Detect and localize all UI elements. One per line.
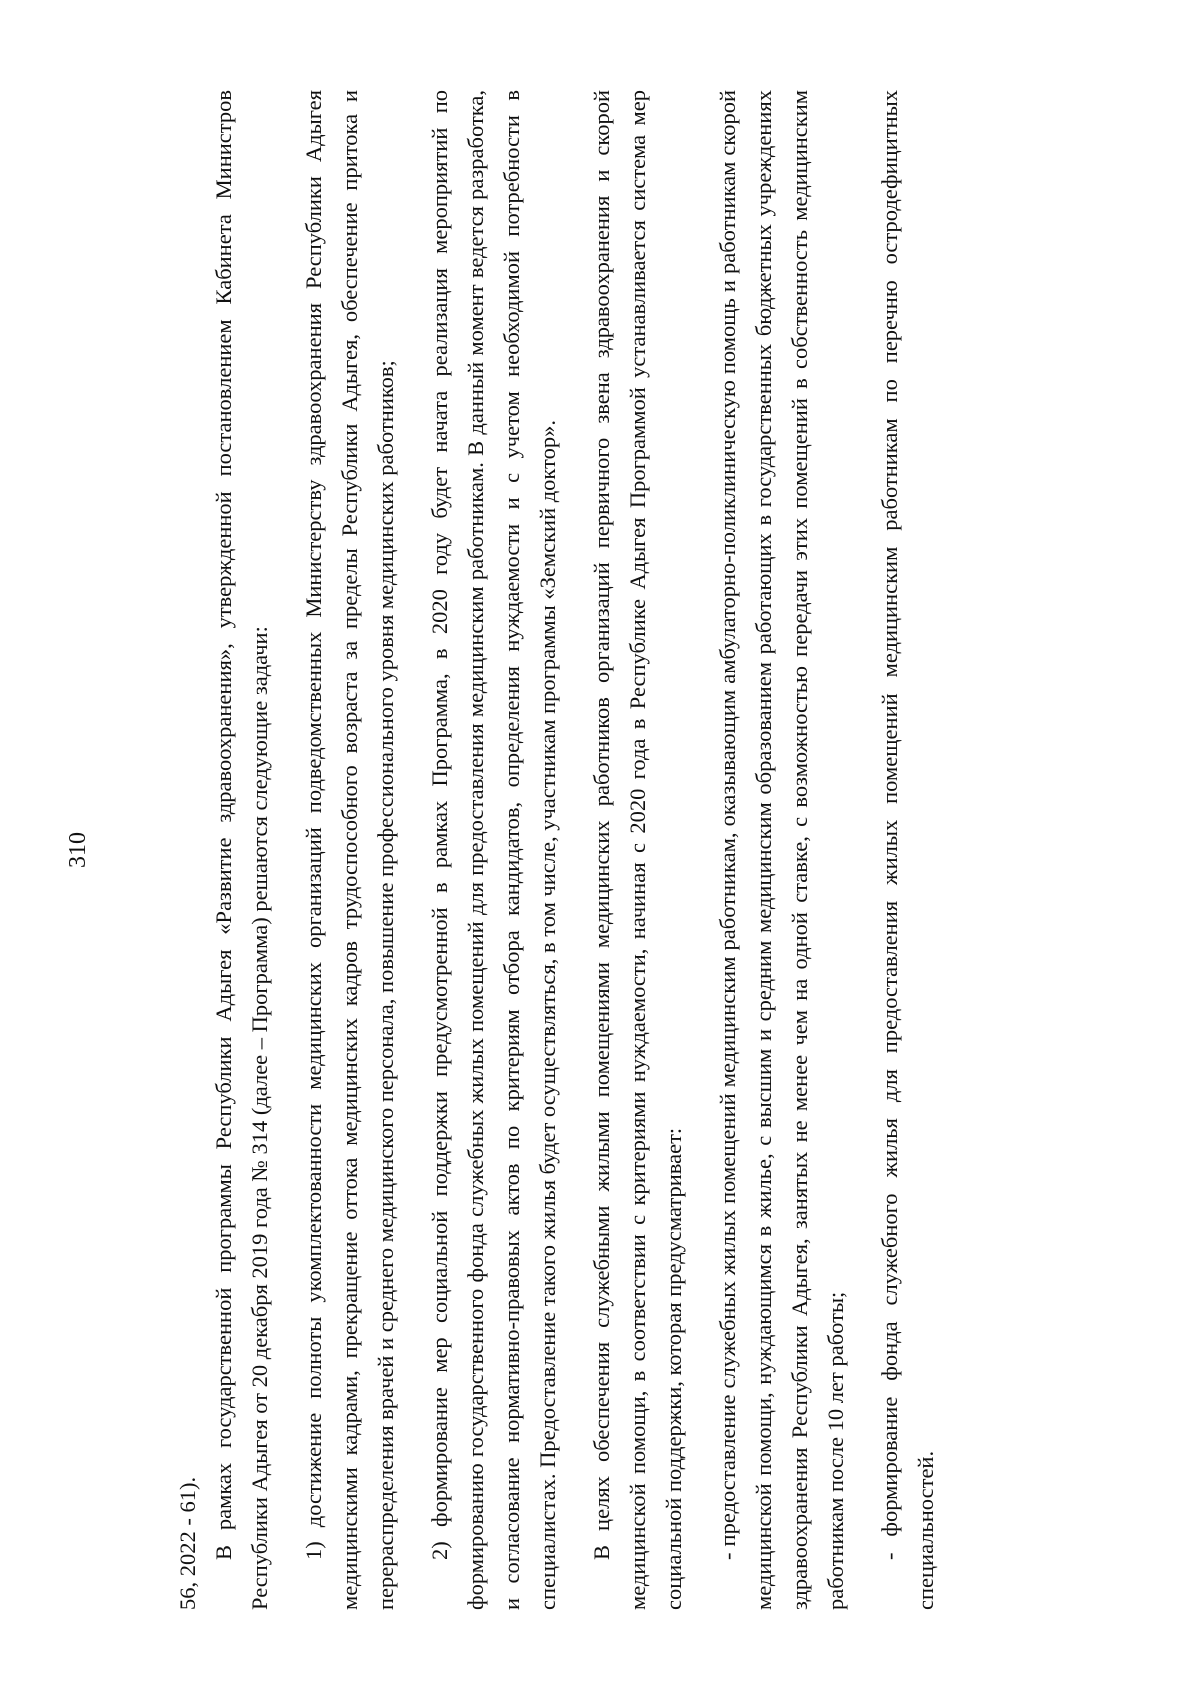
document-body <box>170 90 944 1610</box>
paragraph-continuation: 56, 2022 - 61). <box>175 1476 200 1610</box>
list-item-housing-fund: - формирование фонда служебного жилья для предоставления жилых помещений медицинским работникам по перечню остродефицитных специальностей. <box>877 90 938 1610</box>
paragraph-task-2: 2) формирование мер социальной поддержки предусмотренной в рамках Программа, в 2020 году будет начата реализация мероприятий по формированию государственного фонда служебных жилых помещений для предоставления медицинским работникам. В данный момент ведется разработка, и согласование нормативно-правовых актов по критериям отбора кандидатов, определения нуждаемости и с учетом необходимой потребности в специалистах. Предоставление такого жилья будет осуществляться, в том числе, участникам программы «Земский доктор». <box>427 90 560 1610</box>
paragraph-task-1: 1) достижение полноты укомплектованности медицинских организаций подведомственных Министерству здравоохранения Республики Адыгея медицинскими кадрами, прекращение оттока медицинских кадров трудоспособного возраста за пределы Республики Адыгея, обеспечение притока и перераспределения врачей и среднего медицинского персонала, повышение профессионального уровня медицинских работников; <box>301 90 398 1610</box>
rotated-document-page <box>60 90 938 1610</box>
page-number: 310 <box>65 832 91 868</box>
paragraph-program-intro: В рамках государственной программы Республики Адыгея «Развитие здравоохранения», утвержденной постановлением Кабинета Министров Республики Адыгея от 20 декабря 2019 года № 314 (далее – Программа) решаются следующие задачи: <box>211 90 272 1610</box>
list-item-housing-provision: - предоставление служебных жилых помещений медицинским работникам, оказывающим амбулаторно-поликлиническую помощь и работникам скорой медицинской помощи, нуждающимся в жилье, с высшим и средним медицинским образованием работающих в государственных бюджетных учреждениях здравоохранения Республики Адыгея, занятых не менее чем на одной ставке, с возможностью передачи этих помещений в собственность медицинским работникам после 10 лет работы; <box>715 90 848 1610</box>
paragraph-housing-goal: В целях обеспечения служебными жилыми помещениями медицинских работников организаций первичного звена здравоохранения и скорой медицинской помощи, в соответствии с критериями нуждаемости, начиная с 2020 года в Республике Адыгея Программой устанавливается система мер социальной поддержки, которая предусматривает: <box>589 90 686 1610</box>
